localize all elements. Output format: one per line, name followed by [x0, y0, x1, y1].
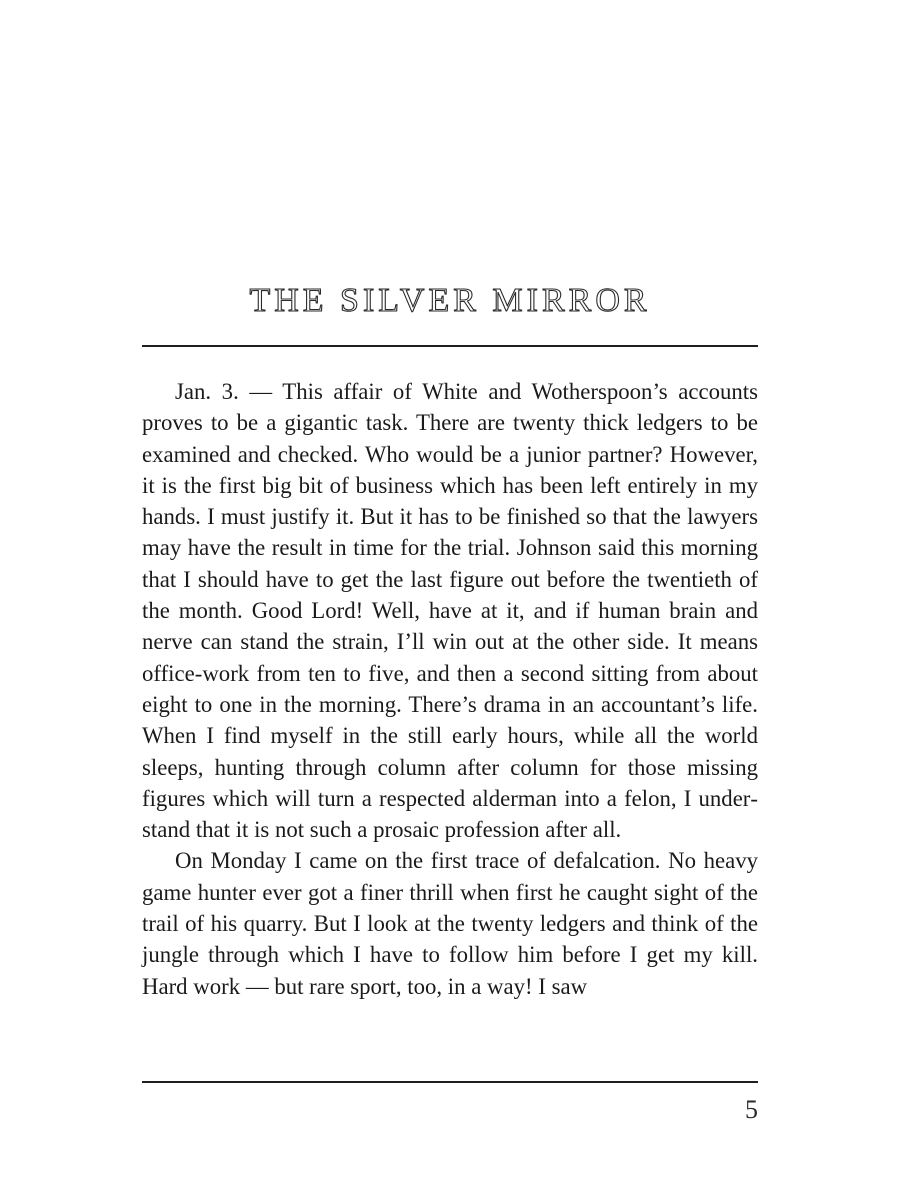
footer-rule: [142, 1081, 758, 1083]
body-text: [142, 376, 758, 1002]
page-number: 5: [745, 1095, 758, 1124]
header-rule: [142, 345, 758, 347]
chapter-title: THE SILVER MIRROR: [249, 282, 651, 319]
paragraph: Jan. 3. — This affair of White and Wotherspoon’s accounts proves to be a gigantic task. There are twenty thick ledgers to be examined and checked. Who would be a junior partner? However, it is the first big bit of business which has been left entirely in my hands. I must justify it. But it has to be finished so that the lawyers may have the result in time for the trial. Johnson said this morning that I should have to get the last figure out before the twentieth of the month. Good Lord! Well, have at it, and if human brain and nerve can stand the strain, I’ll win out at the other side. It means office-work from ten to five, and then a second sitting from about eight to one in the morning. There’s drama in an accountant’s life. When I find myself in the still early hours, while all the world sleeps, hunting through column after column for those missing figures which will turn a respected alderman into a felon, I understand that it is not such a prosaic profession after all.: [142, 379, 758, 843]
paragraph: On Monday I came on the first trace of defalcation. No heavy game hunter ever got a finer thrill when first he caught sight of the trail of his quarry. But I look at the twenty ledgers and think of the jungle through which I have to follow him before I get my kill. Hard work — but rare sport, too, in a way! I saw: [142, 848, 758, 999]
